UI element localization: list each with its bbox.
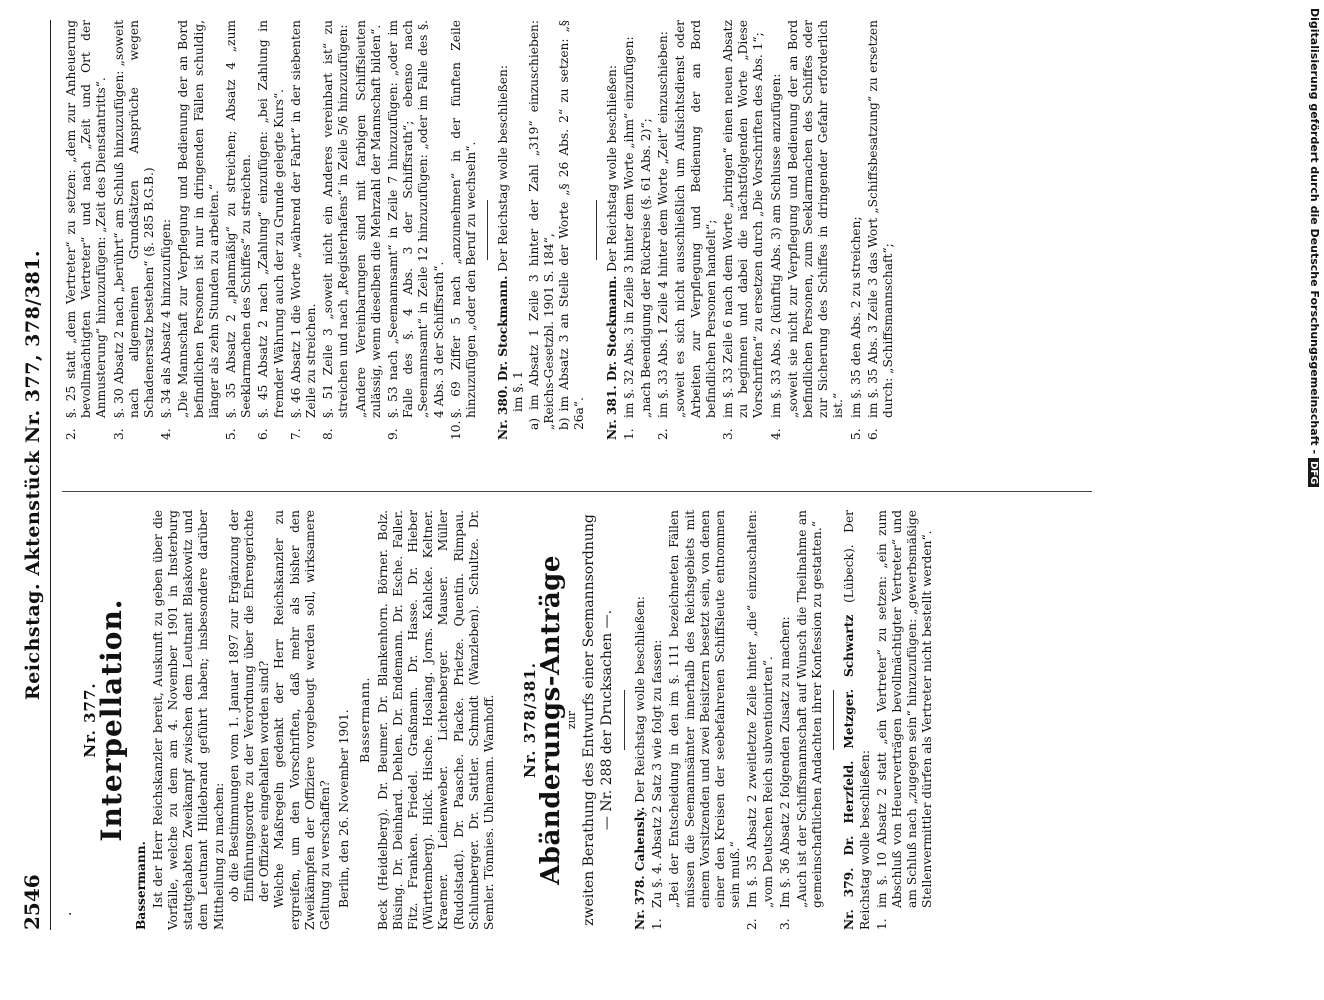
- page-number: 2546: [20, 874, 44, 930]
- interpellation-paragraph-3: Welche Maßregeln gedenkt der Herr Reichskanzler zu ergreifen, um den Vorschriften, daß mehr als bisher den Zweikämpfen der Offiziere vorgebeugt werden soll, wirksamere Geltung zu verschaffen?: [272, 510, 333, 930]
- antrag-378: [633, 510, 825, 930]
- item-number: 2.: [64, 428, 78, 440]
- antrag-380-b: b) im Absatz 3 an Stelle der Worte „§ 26 Abs. 2“ zu setzen: „§ 26a“.: [557, 20, 587, 430]
- list-item: [866, 20, 896, 440]
- item-text: §. 69 Ziffer 5 nach „anzunehmen“ in der fünften Zeile hinzuzufügen „oder den Beruf zu wechseln“.: [448, 20, 479, 418]
- antrag-379-lead: Nr. 379. Dr. Herzfeld. Metzger. Schwartz: [842, 614, 857, 930]
- item-number: 3.: [777, 918, 792, 930]
- list-item: [745, 510, 775, 930]
- list-item: [224, 20, 254, 440]
- list-item: [622, 20, 637, 440]
- right-column: [62, 20, 898, 440]
- dfg-logo: DFG: [1308, 458, 1319, 487]
- item-text: im §. 35 den Abs. 2 zu streichen;: [848, 216, 863, 418]
- item-number: 1.: [621, 428, 636, 440]
- column-divider: [62, 491, 1092, 492]
- funding-note: [1304, 8, 1324, 992]
- list-item: [656, 20, 671, 440]
- list-item: [321, 20, 351, 440]
- item-number: 3.: [111, 428, 126, 440]
- separator-rule: [624, 690, 625, 750]
- list-item: [449, 20, 479, 440]
- item-text: §. 35 Absatz 2 „planmäßig“ zu streichen; Absatz 4 „zum Seeklarmachen des Schiffes“ zu streichen.: [224, 20, 254, 418]
- funding-note-text: Digitalisierung gefördert durch die Deutsche Forschungsgemeinschaft -: [1308, 8, 1321, 455]
- list-item: [875, 510, 936, 930]
- item-number: 5.: [848, 428, 863, 440]
- list-item: [256, 20, 286, 440]
- antrag-378-intro: Der Reichstag wolle beschließen:: [632, 596, 647, 803]
- author-377: Bassermann.: [133, 841, 148, 930]
- antrag-381-lead: Nr. 381. Dr. Stockmann.: [604, 275, 619, 440]
- list-item: [159, 20, 174, 440]
- quoted-text: „soweit es sich nicht ausschließlich um Aufsichtsdienst oder Arbeiten zur Verpflegung und Bedienung der an Bord befindlichen Personen handelt“;: [673, 20, 718, 418]
- item-number: 6.: [865, 428, 880, 440]
- signatories-head: Bassermann.: [358, 677, 373, 763]
- item-number: 5.: [224, 428, 239, 440]
- antrag-381: [605, 20, 897, 440]
- section-number-378-381: Nr. 378/381.: [521, 662, 540, 779]
- left-column: [62, 510, 938, 930]
- antrag-381-intro: Der Reichstag wolle beschließen:: [604, 65, 619, 272]
- item-text: Im §. 36 Absatz 2 folgenden Zusatz zu machen:: [777, 616, 792, 908]
- item-number: 1.: [650, 918, 665, 930]
- antrag-379-intro: (Lübeck). Der Reichstag wolle beschließen:: [842, 510, 872, 930]
- interpellation-paragraph-2: ob die Bestimmungen vom 1. Januar 1897 zur Ergänzung der Einführungsordre zu der Verordnung über die Ehrengerichte der Offiziere eingehalten worden sind?: [226, 510, 272, 902]
- antrag-380-lead: Nr. 380. Dr. Stockmann.: [496, 275, 511, 440]
- interpellation-date: Berlin, den 26. November 1901.: [337, 709, 352, 908]
- item-text: im §. 32 Abs. 3 in Zeile 3 hinter dem Worte „ihm“ einzufügen:: [621, 36, 636, 418]
- list-item: [112, 20, 158, 440]
- quoted-text: „Bei der Entscheidung in den im §. 111 bezeichneten Fällen müssen die Seemannsämter innerhalb des Reichsgebiets mit einem Vorsitzenden und zwei Beisitzern besetzt sein, von denen einer den Kreisen der seebefahrenen Schiffsleute entnommen sein muß.“: [667, 510, 743, 908]
- signatories-list: Beck (Heidelberg). Dr. Beumer. Dr. Blankenhorn. Börner. Bolz. Büsing. Dr. Deinhard. Dehlen. Dr. Endemann. Dr. Esche. Faller. Fitz. Franken. Friedel. Graßmann. Dr. Hasse. Dr. Hieber (Württemberg). Hilck. Hische. Hoslang. Jorns. Kahlcke. Keltner. Kraemer. Leinenweber. Lichtenberger. Mauser. Müller (Rudolstadt). Dr. Paasche. Placke. Prietze. Quentin. Rimpau. Schlumberger. Dr. Sattler. Schmidt (Wanzleben). Schultze. Dr. Semler. Tönnies. Uhlemann. Wamhoff.: [375, 510, 497, 930]
- section-number-377: Nr. 377.: [81, 682, 100, 758]
- antrag-379: [842, 510, 935, 930]
- item-text: im §. 33 Abs. 1 Zeile 4 hinter dem Worte „Zeit“ einzuschieben:: [656, 31, 671, 418]
- list-item: [386, 20, 447, 440]
- quoted-text: „nach Beendigung der Rückreise (§. 61 Abs. 2)“;: [638, 118, 653, 418]
- item-number: 8.: [321, 428, 336, 440]
- list-item: [64, 20, 110, 440]
- quoted-text: „Andere Vereinbarungen sind mit farbigen Schiffsleuten zulässig, wenn dieselben die Mehrzahl der Mannschaft bilden“.: [353, 20, 383, 418]
- item-text: im §. 35 Abs. 3 Zeile 3 das Wort „Schiffsbesatzung“ zu ersetzen durch: „Schiffsmannschaft“;: [865, 20, 895, 418]
- list-item: [650, 510, 665, 930]
- interpellation-paragraph-1: Ist der Herr Reichskanzler bereit, Auskunft zu geben über die Vorfälle, welche zu dem am 4. November 1901 in Insterburg stattgehabten Zweikampf zwischen dem Leutnant Blaskowitz und dem Leutnant Hildebrand geführt haben; insbesondere darüber Mittheilung zu machen:: [150, 510, 226, 930]
- subtitle-zur: zur: [564, 710, 578, 730]
- item-number: 1.: [874, 918, 889, 930]
- section-subtitle: zweiten Berathung des Entwurfs einer Seemannsordnung — Nr. 288 der Drucksachen —.: [580, 514, 615, 926]
- quoted-text: „Auch ist der Schiffsmannschaft auf Wunsch die Theilnahme an gemeinschaftlichen Andachten ihrer Konfession zu gestatten.“: [794, 510, 825, 908]
- item-text: §. 25 statt „dem Vertreter“ zu setzen: „dem zur Anheuerung bevollmächtigten Vertreter“ und nach „Zeit und Ort der Anmusterung“ hinzuzufügen: „Zeit des Dienstantritts“.: [64, 20, 109, 418]
- item-text: §. 34 als Absatz 4 hinzuzufügen:: [159, 219, 174, 418]
- item-number: 6.: [256, 428, 271, 440]
- item-text: §. 45 Absatz 2 nach „Zahlung“ einzufügen: „bei Zahlung in fremder Währung auch der zu Grunde gelegte Kurs“.: [256, 20, 286, 418]
- page-header: [20, 20, 51, 930]
- separator-rule: [596, 200, 597, 260]
- item-text: §. 46 Absatz 1 die Worte „während der Fahrt“ in der siebenten Zeile zu streichen.: [288, 20, 319, 418]
- item-text: Zu §. 4. Absatz 2 Satz 3 wie folgt zu fassen:: [650, 639, 665, 908]
- item-text: im §. 33 Abs. 2 (künftig Abs. 3) am Schlusse anzufügen:: [768, 73, 783, 418]
- separator-rule: [833, 690, 834, 750]
- running-title: Reichstag. Aktenstück Nr. 377, 378/381.: [22, 249, 44, 701]
- item-number: 2.: [745, 918, 760, 930]
- item-number: 9.: [386, 428, 401, 440]
- quoted-text: „Die Mannschaft zur Verpflegung und Bedienung der an Bord befindlichen Personen ist nur in dringenden Fällen schuldig, länger als zehn Stunden zu arbeiten.“: [176, 20, 221, 418]
- item-number: 10.: [448, 420, 463, 440]
- item-number: 4.: [159, 428, 174, 440]
- item-text: Im §. 35 Absatz 2 zweitletzte Zeile hinter „die“ einzuschalten: „vom Deutschen Reich subventionirten“.: [745, 510, 775, 908]
- list-item: [769, 20, 784, 440]
- antrag-378-lead: Nr. 378. Cahensly.: [632, 806, 647, 930]
- item-text: im §. 33 Zeile 6 nach dem Worte „bringen“ einen neuen Absatz zu beginnen und dabei die nächstfolgenden Worte „Diese Vorschriften“ zu ersetzen durch „Die Vorschriften des Abs. 1“;: [720, 20, 766, 418]
- item-number: 4.: [768, 428, 783, 440]
- separator-rule: [487, 200, 488, 260]
- section-title-antraege: Abänderungs-Anträge: [536, 555, 567, 885]
- stray-mark: ·: [63, 911, 79, 916]
- antrag-380: [496, 20, 587, 440]
- item-text: §. 51 Zeile 3 „soweit nicht ein Anderes vereinbart ist“ zu streichen und nach „Registerhafens“ in Zeile 5/6 hinzuzufügen:: [321, 20, 351, 418]
- list-item: [289, 20, 319, 440]
- item-number: 2.: [656, 428, 671, 440]
- list-item: [849, 20, 864, 440]
- item-text: §. 30 Absatz 2 nach „berührt“ am Schluß hinzuzufügen: „soweit nach allgemeinen Grundsätzen Ansprüche wegen Schadenersatz bestehen“ (§. 285 B.G.B.): [111, 20, 157, 418]
- item-number: 7.: [288, 428, 303, 440]
- section-title-interpellation: Interpellation.: [95, 598, 129, 842]
- item-text: im §. 10 Absatz 2 statt „ein Vertreter“ zu setzen: „ein zum Abschluß von Heuerverträgen bevollmächtigter Vertreter“ und am Schluß nach „zugegen sein“ hinzuzufügen: „gewerbsmäßige Stellenvermittler dürfen als Vertreter nicht bestellt werden“.: [874, 510, 935, 908]
- quoted-text: „soweit sie nicht zur Verpflegung und Bedienung der an Bord befindlichen Personen, zum Seeklarmachen des Schiffes oder zur Sicherung des Schiffes in dringender Gefahr erforderlich ist.“: [785, 20, 846, 418]
- item-number: 3.: [720, 428, 735, 440]
- antrag-380-paragraph: im §. 1: [511, 371, 526, 412]
- list-item: [721, 20, 767, 440]
- antrag-380-intro: Der Reichstag wolle beschließen:: [496, 65, 511, 272]
- list-item: [778, 510, 793, 930]
- antrag-380-a: a) im Absatz 1 Zeile 3 hinter der Zahl „319“ einzuschieben: „Reichs-Gesetzbl. 1901 S. 184“,: [526, 20, 556, 430]
- item-text: §. 53 nach „Seemannsamt“ in Zeile 7 hinzuzufügen: „oder im Falle des §. 4 Abs. 3 der Schiffsrath“; ebenso nach „Seemannsamt“ in Zeile 12 hinzuzufügen: „oder im Falle des §. 4 Abs. 3 der Schiffsrath“.: [386, 20, 446, 418]
